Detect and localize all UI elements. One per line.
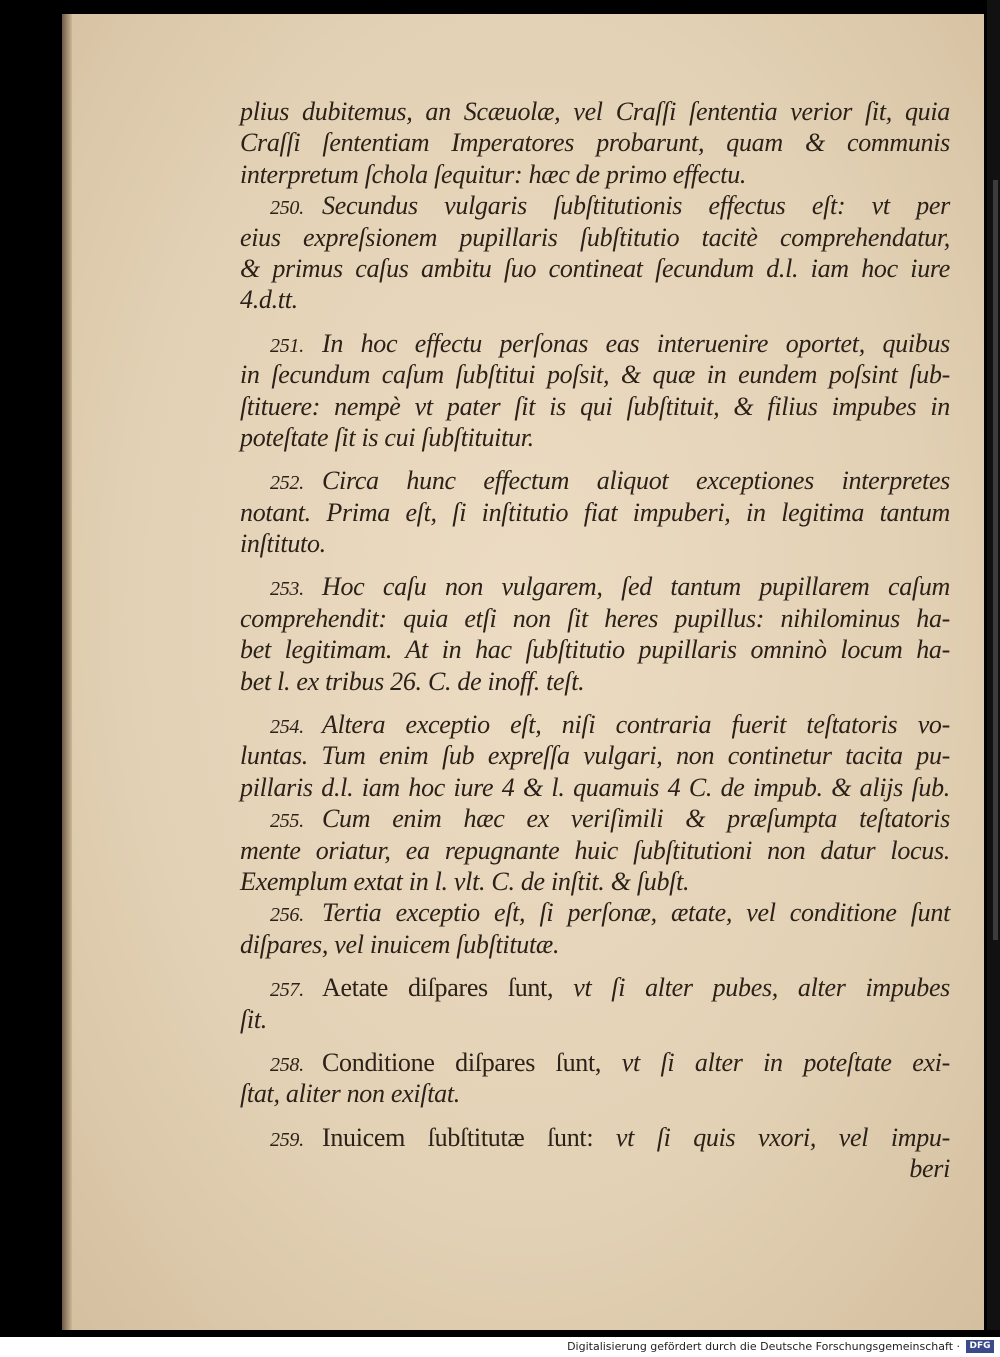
line-text: Cum enim hæc ex veriſimili & præſumpta teſtatoris [322,804,950,834]
text-line: plius dubitemus, an Scæuolæ, vel Craſſi ſententia verior ſit, quia [240,97,950,126]
color-strip [993,180,998,940]
text-line [240,1122,950,1153]
paragraph-gap [240,453,950,465]
paragraph-number: 250. [270,197,304,220]
right-edge [987,0,1000,1330]
text-line: eius expreſsionem pupillaris ſubſtitutio tacitè comprehendatur, [240,222,950,252]
text-line [240,328,950,359]
line-text: vt ſi quis vxori, vel impu- [593,1122,950,1152]
text-line: ſtat, aliter non exiſtat. [240,1079,460,1109]
text-line: comprehendit: quia etſi non ſit heres pupillus: nihilominus ha- [240,603,950,633]
paragraph-number: 259. [270,1128,304,1151]
text-line: poteſtate ſit is cui ſubſtituitur. [240,422,534,452]
text-line: inſtituto. [240,529,326,559]
text-line: 4.d.tt. [240,285,298,315]
line-text: Circa hunc effectum aliquot exceptiones interpretes [322,466,950,496]
footer-bar [0,1337,1000,1357]
footer-credit: Digitalisierung gefördert durch die Deutsche Forschungsgemeinschaft · [567,1340,960,1353]
text-line [240,1047,950,1078]
text-line: & primus caſus ambitu ſuo contineat ſecundum d.l. iam hoc iure [240,253,950,283]
line-text: In hoc effectu perſonas eas interuenire oportet, quibus [322,328,950,358]
page-gutter [62,14,72,1330]
line-text: Secundus vulgaris ſubſtitutionis effectus eſt: vt per [322,191,950,221]
lead-text: Aetate diſpares ſunt, [322,973,554,1003]
paragraph-number: 253. [270,578,304,601]
text-line: ſtituere: nempè vt pater ſit is qui ſubſtituit, & filius impubes in [240,391,950,421]
text-line: ſit. [240,1004,267,1034]
paragraph-gap [240,559,950,571]
text-line [240,803,950,834]
text-line [240,571,950,602]
text-line [240,709,950,740]
line-text: Tertia exceptio eſt, ſi perſonæ, ætate, vel conditione ſunt [322,898,950,928]
text-line: notant. Prima eſt, ſi inſtitutio fiat impuberi, in legitima tantum [240,497,950,527]
paragraph-gap [240,697,950,709]
paragraph-gap [240,316,950,328]
paragraph-number: 255. [270,810,304,833]
line-text: Altera exceptio eſt, niſi contraria fuerit teſtatoris vo- [322,710,950,740]
text-line: Exemplum extat in l. vlt. C. de inſtit. & ſubſt. [240,866,690,896]
paragraph-number: 251. [270,334,304,357]
paragraph-number: 254. [270,716,304,739]
text-line: mente oriatur, ea repugnante huic ſubſtitutioni non datur locus. [240,835,950,865]
text-line [240,465,950,496]
text-line: pillaris d.l. iam hoc iure 4 & l. quamuis 4 C. de impub. & alijs ſub. [240,772,950,802]
paragraph-gap [240,960,950,972]
paragraph-number: 256. [270,904,304,927]
paragraph-gap [240,1110,950,1122]
catchword: beri [909,1154,950,1184]
dfg-logo: DFG [966,1340,994,1353]
line-text: vt ſi alter pubes, alter impubes [553,973,950,1003]
text-line: in ſecundum caſum ſubſtitui poſsit, & quæ in eundem poſsint ſub- [240,360,950,390]
text-line: interpretum ſchola ſequitur: hæc de primo effectu. [240,159,747,189]
text-line [240,972,950,1003]
text-line: bet l. ex tribus 26. C. de inoff. teſt. [240,666,585,696]
paragraph-number: 258. [270,1053,304,1076]
paragraph-number: 252. [270,472,304,495]
line-text: vt ſi alter in poteſtate exi- [601,1047,950,1077]
text-line: Craſſi ſententiam Imperatores probarunt, quam & communis [240,128,950,158]
text-line: diſpares, vel inuicem ſubſtitutæ. [240,929,560,959]
text-line [240,190,950,221]
paragraph-number: 257. [270,979,304,1002]
text-line: luntas. Tum enim ſub expreſſa vulgari, non continetur tacita pu- [240,741,950,771]
line-text: Hoc caſu non vulgarem, ſed tantum pupillarem caſum [322,572,950,602]
text-line [240,897,950,928]
lead-text: Inuicem ſubſtitutæ ſunt: [322,1122,594,1152]
paragraph-gap [240,1035,950,1047]
text-line: bet legitimam. At in hac ſubſtitutio pupillaris omninò locum ha- [240,635,950,665]
lead-text: Conditione diſpares ſunt, [322,1047,602,1077]
page-text [240,96,950,1185]
